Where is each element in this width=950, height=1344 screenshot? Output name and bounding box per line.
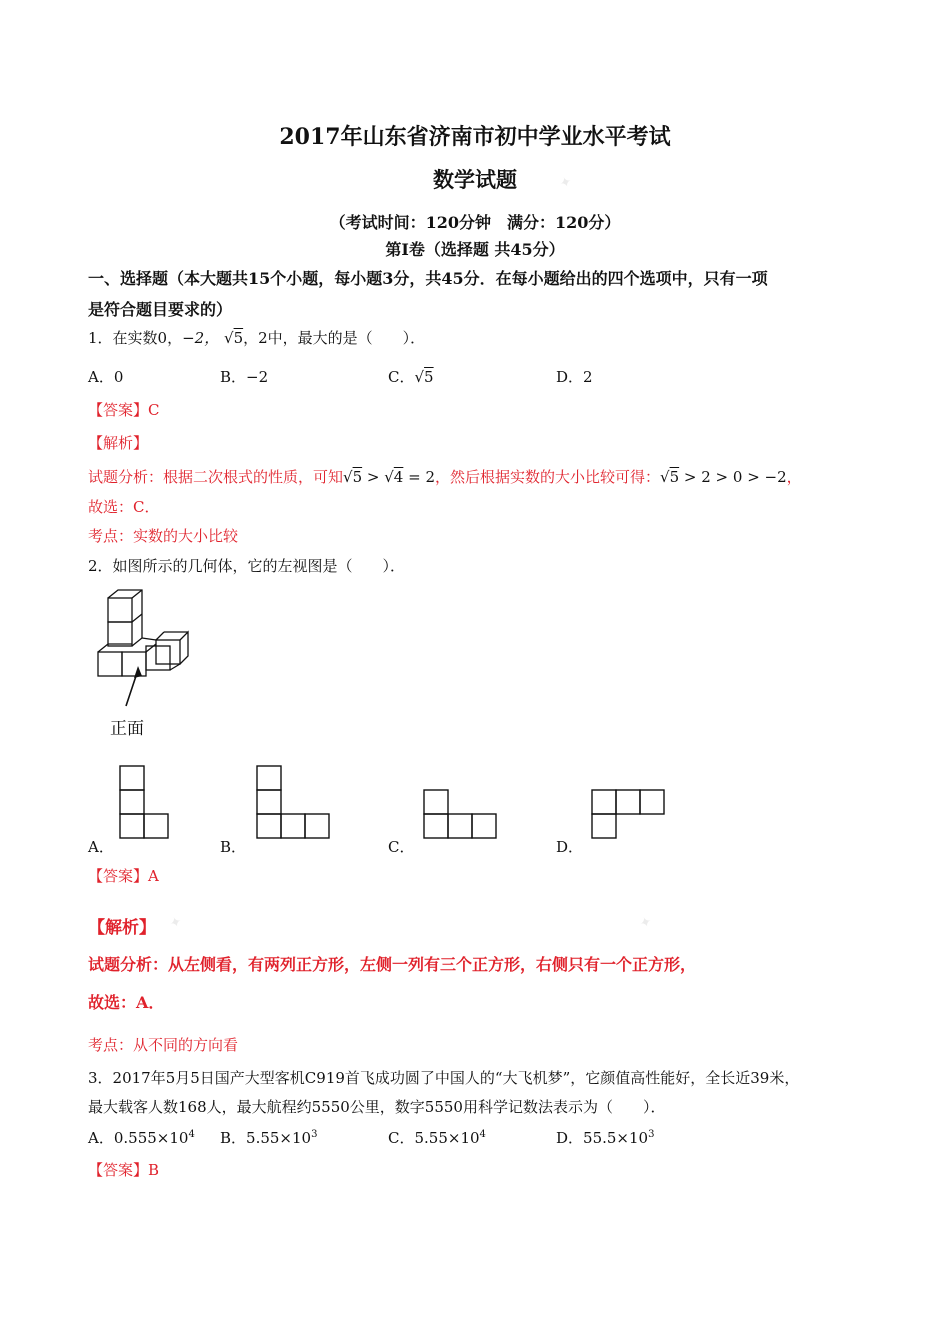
square xyxy=(257,766,281,790)
cube-face xyxy=(98,652,122,676)
q2-option-d-figure xyxy=(592,789,667,839)
exam-subtitle: 数学试题 xyxy=(433,167,517,192)
cube-face xyxy=(122,652,146,676)
square xyxy=(257,790,281,814)
sqrt-icon: √5 xyxy=(414,368,434,386)
q3-option-d xyxy=(556,1127,654,1148)
q1-option-d: D．2 xyxy=(556,368,593,386)
q1-analysis xyxy=(88,466,802,487)
section-heading-line1: 一、选择题（本大题共15个小题，每小题3分，共45分．在每小题给出的四个选项中，只有一项 xyxy=(88,269,768,288)
q2-option-c: C． xyxy=(388,838,415,856)
q1-option-a: A．0 xyxy=(88,368,124,386)
q2-stem: 2．如图所示的几何体，它的左视图是（ ）． xyxy=(88,557,406,575)
q2-analysis-label: 【解析】 xyxy=(88,918,156,938)
q2-option-b-figure xyxy=(257,765,332,840)
q3-option-a-exp: 4 xyxy=(188,1129,195,1140)
q2-option-a-figure xyxy=(120,765,170,840)
q1-stem-neg2: −2， xyxy=(182,329,220,347)
q2-option-a: A． xyxy=(88,838,114,856)
q1-stem-part: 1．在实数0， xyxy=(88,329,183,347)
q3-stem-line1: 3．2017年5月5日国产大型客机C919首飞成功圆了中国人的“大飞机梦”，它颜值高性能好，全长近39米， xyxy=(88,1069,800,1087)
watermark-icon: ✦ xyxy=(557,173,575,193)
q3-option-b xyxy=(220,1127,317,1148)
q3-option-b-exp: 3 xyxy=(311,1129,318,1140)
q1-answer: 【答案】C xyxy=(88,401,160,419)
q3-option-d-base: D．55.5×10 xyxy=(556,1129,649,1147)
q1-math1-root: 5 xyxy=(352,468,363,486)
square xyxy=(616,790,640,814)
volume-heading: 第Ⅰ卷（选择题 共45分） xyxy=(385,240,565,259)
q1-analysis-math1: √5 > √4 = 2 xyxy=(343,468,435,486)
q1-option-c xyxy=(388,366,434,387)
watermark-icon: ✦ xyxy=(637,913,655,933)
q3-option-c-base: C．5.55×10 xyxy=(388,1129,480,1147)
cube-edge xyxy=(170,664,180,670)
cube-face xyxy=(108,622,132,646)
cube-edge xyxy=(146,644,156,652)
q3-option-c-exp: 4 xyxy=(479,1129,486,1140)
q1-sqrt5: 5 xyxy=(233,329,244,347)
section-heading-line2: 是符合题目要求的） xyxy=(88,300,233,319)
q1-analysis-label: 【解析】 xyxy=(88,434,149,452)
q3-option-d-exp: 3 xyxy=(648,1129,655,1140)
q1-analysis-math2: √5 > 2 > 0 > −2 xyxy=(660,468,787,486)
q3-stem-line2: 最大载客人数168人，最大航程约5550公里，数字5550用科学记数法表示为（ ）． xyxy=(88,1098,666,1116)
q1-option-c-prefix: C． xyxy=(388,368,415,386)
cube-edge xyxy=(132,590,142,598)
q2-option-c-figure xyxy=(424,789,499,839)
cube-edge xyxy=(142,638,156,640)
watermark-icon: ✦ xyxy=(167,913,185,933)
q2-analysis: 试题分析：从左侧看，有两列正方形，左侧一列有三个正方形，右侧只有一个正方形， xyxy=(88,955,697,974)
q3-option-b-base: B．5.55×10 xyxy=(220,1129,312,1147)
square xyxy=(257,814,281,838)
q1-math2-chain: > 2 > 0 > −2 xyxy=(679,468,787,486)
cube-edge xyxy=(98,644,132,652)
cube-face xyxy=(156,640,180,664)
q1-analysis-text-a: 试题分析：根据二次根式的性质，可知 xyxy=(88,468,344,486)
q1-math1-root4: 4 xyxy=(393,468,404,486)
square xyxy=(424,790,448,814)
square xyxy=(448,814,472,838)
q1-analysis-text-c: ， xyxy=(786,468,802,486)
q1-analysis-text-b: ，然后根据实数的大小比较可得： xyxy=(435,468,661,486)
square xyxy=(281,814,305,838)
q3-option-c xyxy=(388,1127,486,1148)
cube-edge xyxy=(156,632,164,640)
q1-math2-root: 5 xyxy=(669,468,680,486)
cube-edge xyxy=(180,632,188,664)
exam-info: （考试时间：120分钟 满分：120分） xyxy=(329,213,621,232)
q2-option-b: B． xyxy=(220,838,247,856)
square xyxy=(472,814,496,838)
q2-solid-figure xyxy=(90,588,200,713)
square xyxy=(424,814,448,838)
square xyxy=(592,814,616,838)
q2-point: 考点：从不同的方向看 xyxy=(88,1036,239,1054)
q1-option-c-value: 5 xyxy=(424,368,434,386)
q1-point: 考点：实数的大小比较 xyxy=(88,527,239,545)
q2-choose: 故选：A． xyxy=(88,993,165,1012)
q1-choose: 故选：C． xyxy=(88,498,160,516)
q3-option-a-base: A．0.555×10 xyxy=(88,1129,189,1147)
square xyxy=(120,790,144,814)
square xyxy=(592,790,616,814)
square xyxy=(120,814,144,838)
q2-option-d: D． xyxy=(556,838,584,856)
cube-face xyxy=(108,598,132,622)
square xyxy=(120,766,144,790)
q2-front-label: 正面 xyxy=(110,719,144,739)
q3-answer: 【答案】B xyxy=(88,1161,160,1179)
cube-edge xyxy=(132,614,142,622)
square xyxy=(305,814,329,838)
square xyxy=(144,814,168,838)
q3-option-a xyxy=(88,1127,195,1148)
exam-title: 2017年山东省济南市初中学业水平考试 xyxy=(279,124,671,150)
q1-math1-eq: = 2 xyxy=(403,468,435,486)
arrow-head-icon xyxy=(134,666,142,678)
q1-math1-gt: > xyxy=(362,468,385,486)
q1-option-b: B．−2 xyxy=(220,368,269,386)
sqrt-icon: √5 xyxy=(224,329,244,347)
q2-answer: 【答案】A xyxy=(88,867,159,885)
q1-stem-tail: ，2中，最大的是（ ）． xyxy=(243,329,426,347)
square xyxy=(640,790,664,814)
q1-stem xyxy=(88,327,425,348)
